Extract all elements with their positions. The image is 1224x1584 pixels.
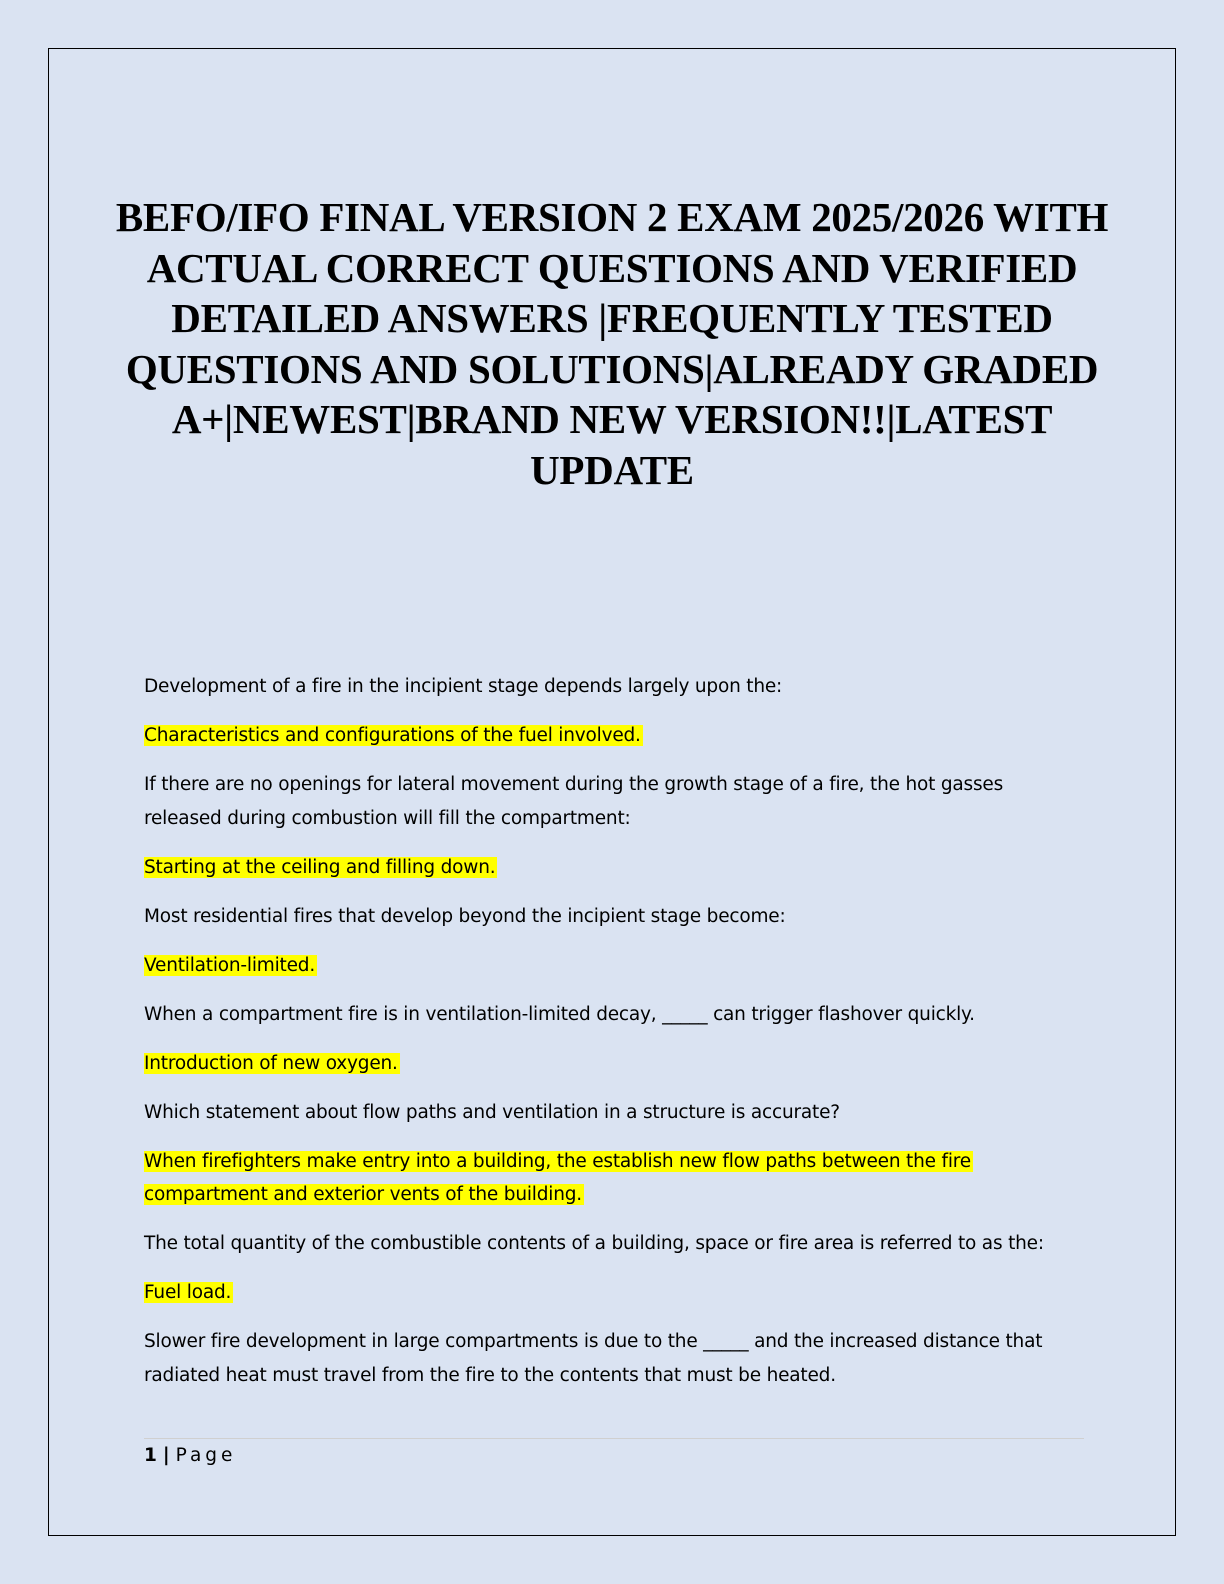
question-7: Slower fire development in large compartments is due to the _____ and the increased distance that radiated heat must travel from the fire to the contents that must be heated. — [144, 1331, 1043, 1386]
question-6: The total quantity of the combustible contents of a building, space or fire area is referred to as the: — [144, 1233, 1044, 1254]
page-footer — [144, 1438, 1084, 1471]
answer-2-line — [144, 851, 1084, 885]
answer-6-line — [144, 1276, 1084, 1310]
question-3: Most residential fires that develop beyond the incipient stage become: — [144, 905, 786, 927]
page-word: Page — [175, 1445, 237, 1466]
answer-3-line — [144, 949, 1084, 983]
answer-4: Introduction of new oxygen. — [144, 1052, 398, 1074]
answer-6: Fuel load. — [144, 1282, 232, 1303]
page-number: 1 — [144, 1445, 157, 1466]
question-1: Development of a fire in the incipient stage depends largely upon the: — [144, 676, 783, 697]
footer-separator: | — [162, 1445, 170, 1466]
document-title: BEFO/IFO FINAL VERSION 2 EXAM 2025/2026 WITH ACTUAL CORRECT QUESTIONS AND VERIFIED DETAILED ANSWERS |FREQUENTLY TESTED QUESTIONS AND SOLUTIONS|ALREADY GRADED A+|NEWEST|BRAND NEW VERSION!!|LATEST UPDATE — [115, 194, 1109, 493]
question-2: If there are no openings for lateral movement during the growth stage of a fire, the hot gasses released during combustion will fill the compartment: — [144, 774, 1004, 829]
answer-5: When firefighters make entry into a building, the establish new flow paths between the fire compartment and exterior vents of the building. — [144, 1150, 971, 1205]
question-4: When a compartment fire is in ventilation-limited decay, _____ can trigger flashover quickly. — [144, 1003, 975, 1025]
answer-1-line — [144, 719, 1084, 753]
answer-5-line — [144, 1145, 1084, 1212]
answer-1: Characteristics and configurations of the fuel involved. — [144, 725, 641, 746]
answer-4-line — [144, 1047, 1084, 1081]
qa-content — [144, 670, 1084, 1408]
answer-3: Ventilation-limited. — [144, 954, 316, 976]
answer-2: Starting at the ceiling and filling down. — [144, 856, 496, 878]
question-5: Which statement about flow paths and ventilation in a structure is accurate? — [144, 1101, 840, 1123]
